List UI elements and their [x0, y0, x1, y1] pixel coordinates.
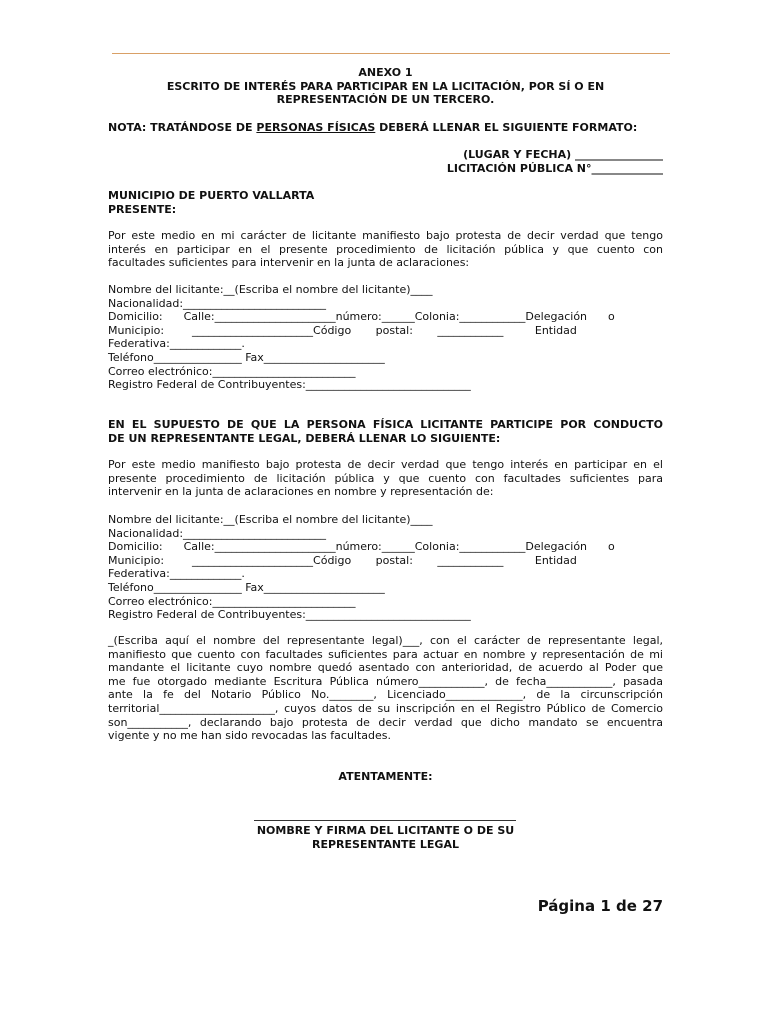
header-rule [112, 53, 670, 54]
p2-line: Por este medio manifiesto bajo protesta de decir verdad que tengo interés en participar en el [108, 458, 663, 471]
field-nombre: Nombre del licitante:__(Escriba el nombre del licitante)____ [108, 513, 433, 526]
signature-line [254, 820, 516, 821]
field-federativa: Federativa:_____________. [108, 567, 245, 581]
field-domicilio: Domicilio: Calle:______________________número:______Colonia:____________Delegación o [108, 540, 615, 554]
signature-caption [108, 824, 663, 851]
title-line-1: ESCRITO DE INTERÉS PARA PARTICIPAR EN LA LICITACIÓN, POR SÍ O EN [166, 79, 605, 93]
field-federativa: Federativa:_____________. [108, 337, 245, 351]
paragraph-1 [108, 229, 663, 270]
form-licitante [108, 283, 663, 392]
municipio: MUNICIPIO DE PUERTO VALLARTA [108, 189, 315, 202]
rep-line: ante la fe del Notario Público No.________, Licenciado______________, de la circunscripción [108, 688, 663, 702]
field-municipio: Municipio: ______________________Código postal: ____________ Entidad [108, 553, 577, 567]
nota-pre: NOTA: TRATÁNDOSE DE [108, 121, 257, 134]
p1-line: interés en participar en el presente procedimiento de licitación pública y que cuento con [108, 242, 663, 256]
rep-line: _(Escriba aquí el nombre del representante legal)___, con el carácter de representante legal, [108, 634, 663, 647]
rep-line: me fue otorgado mediante Escritura Pública número____________, de fecha____________, pasada [108, 674, 663, 688]
p2-line: presente procedimiento de licitación pública y que cuento con facultades suficientes para [108, 471, 663, 485]
field-rfc: Registro Federal de Contribuyentes:______________________________ [108, 378, 471, 392]
title-line-2: REPRESENTACIÓN DE UN TERCERO. [276, 93, 495, 107]
rep-line: son___________, declarando bajo protesta de decir verdad que dicho mandato se encuentra [108, 715, 663, 729]
sec2-line: DE UN REPRESENTANTE LEGAL, DEBERÁ LLENAR LO SIGUIENTE: [108, 431, 501, 445]
field-municipio: Municipio: ______________________Código postal: ____________ Entidad [108, 323, 577, 337]
rep-line: territorial_____________________, cuyos datos de su inscripción en el Registro Público de Comercio [108, 701, 663, 715]
lugar-fecha: (LUGAR Y FECHA) ________________ [463, 148, 663, 161]
field-nombre: Nombre del licitante:__(Escriba el nombre del licitante)____ [108, 283, 433, 296]
field-telefono: Teléfono________________ Fax______________________ [108, 580, 385, 594]
sec2-line: EN EL SUPUESTO DE QUE LA PERSONA FÍSICA LICITANTE PARTICIPE POR CONDUCTO [108, 418, 663, 431]
firma-line-1: NOMBRE Y FIRMA DEL LICITANTE O DE SU [256, 824, 515, 837]
field-nacionalidad: Nacionalidad:__________________________ [108, 526, 327, 540]
annex-heading [108, 66, 663, 107]
form-licitante-2 [108, 513, 663, 622]
licitacion-numero: LICITACIÓN PÚBLICA N°_____________ [446, 162, 663, 175]
field-correo: Correo electrónico:__________________________ [108, 594, 356, 608]
presente: PRESENTE: [108, 202, 177, 216]
nota [108, 121, 663, 135]
page-number: Página 1 de 27 [537, 897, 663, 915]
atentamente: ATENTAMENTE: [338, 770, 433, 783]
field-nacionalidad: Nacionalidad:__________________________ [108, 296, 327, 310]
p1-line: Por este medio en mi carácter de licitante manifiesto bajo protesta de decir verdad que tengo [108, 229, 663, 242]
addressee [108, 189, 663, 216]
nota-underlined: PERSONAS FÍSICAS [256, 121, 376, 134]
field-correo: Correo electrónico:__________________________ [108, 364, 356, 378]
firma-line-2: REPRESENTANTE LEGAL [312, 837, 459, 851]
section-2-heading [108, 418, 663, 445]
rep-line: mandante el licitante cuyo nombre quedó asentado con anterioridad, de acuerdo al Poder que [108, 661, 663, 675]
p1-line: facultades suficientes para intervenir en la junta de aclaraciones: [108, 256, 470, 270]
nota-post: DEBERÁ LLENAR EL SIGUIENTE FORMATO: [375, 121, 638, 134]
field-domicilio: Domicilio: Calle:______________________número:______Colonia:____________Delegación o [108, 310, 615, 324]
field-telefono: Teléfono________________ Fax______________________ [108, 350, 385, 364]
rep-line: vigente y no me han sido revocadas las facultades. [108, 729, 391, 743]
paragraph-2 [108, 458, 663, 499]
p2-line: intervenir en la junta de aclaraciones en nombre y representación de: [108, 485, 494, 499]
field-rfc: Registro Federal de Contribuyentes:______________________________ [108, 608, 471, 622]
rep-line: manifiesto que cuento con facultades suficientes para actuar en nombre y representación de mi [108, 647, 663, 661]
annex-label: ANEXO 1 [358, 66, 413, 79]
representante-paragraph [108, 634, 663, 743]
